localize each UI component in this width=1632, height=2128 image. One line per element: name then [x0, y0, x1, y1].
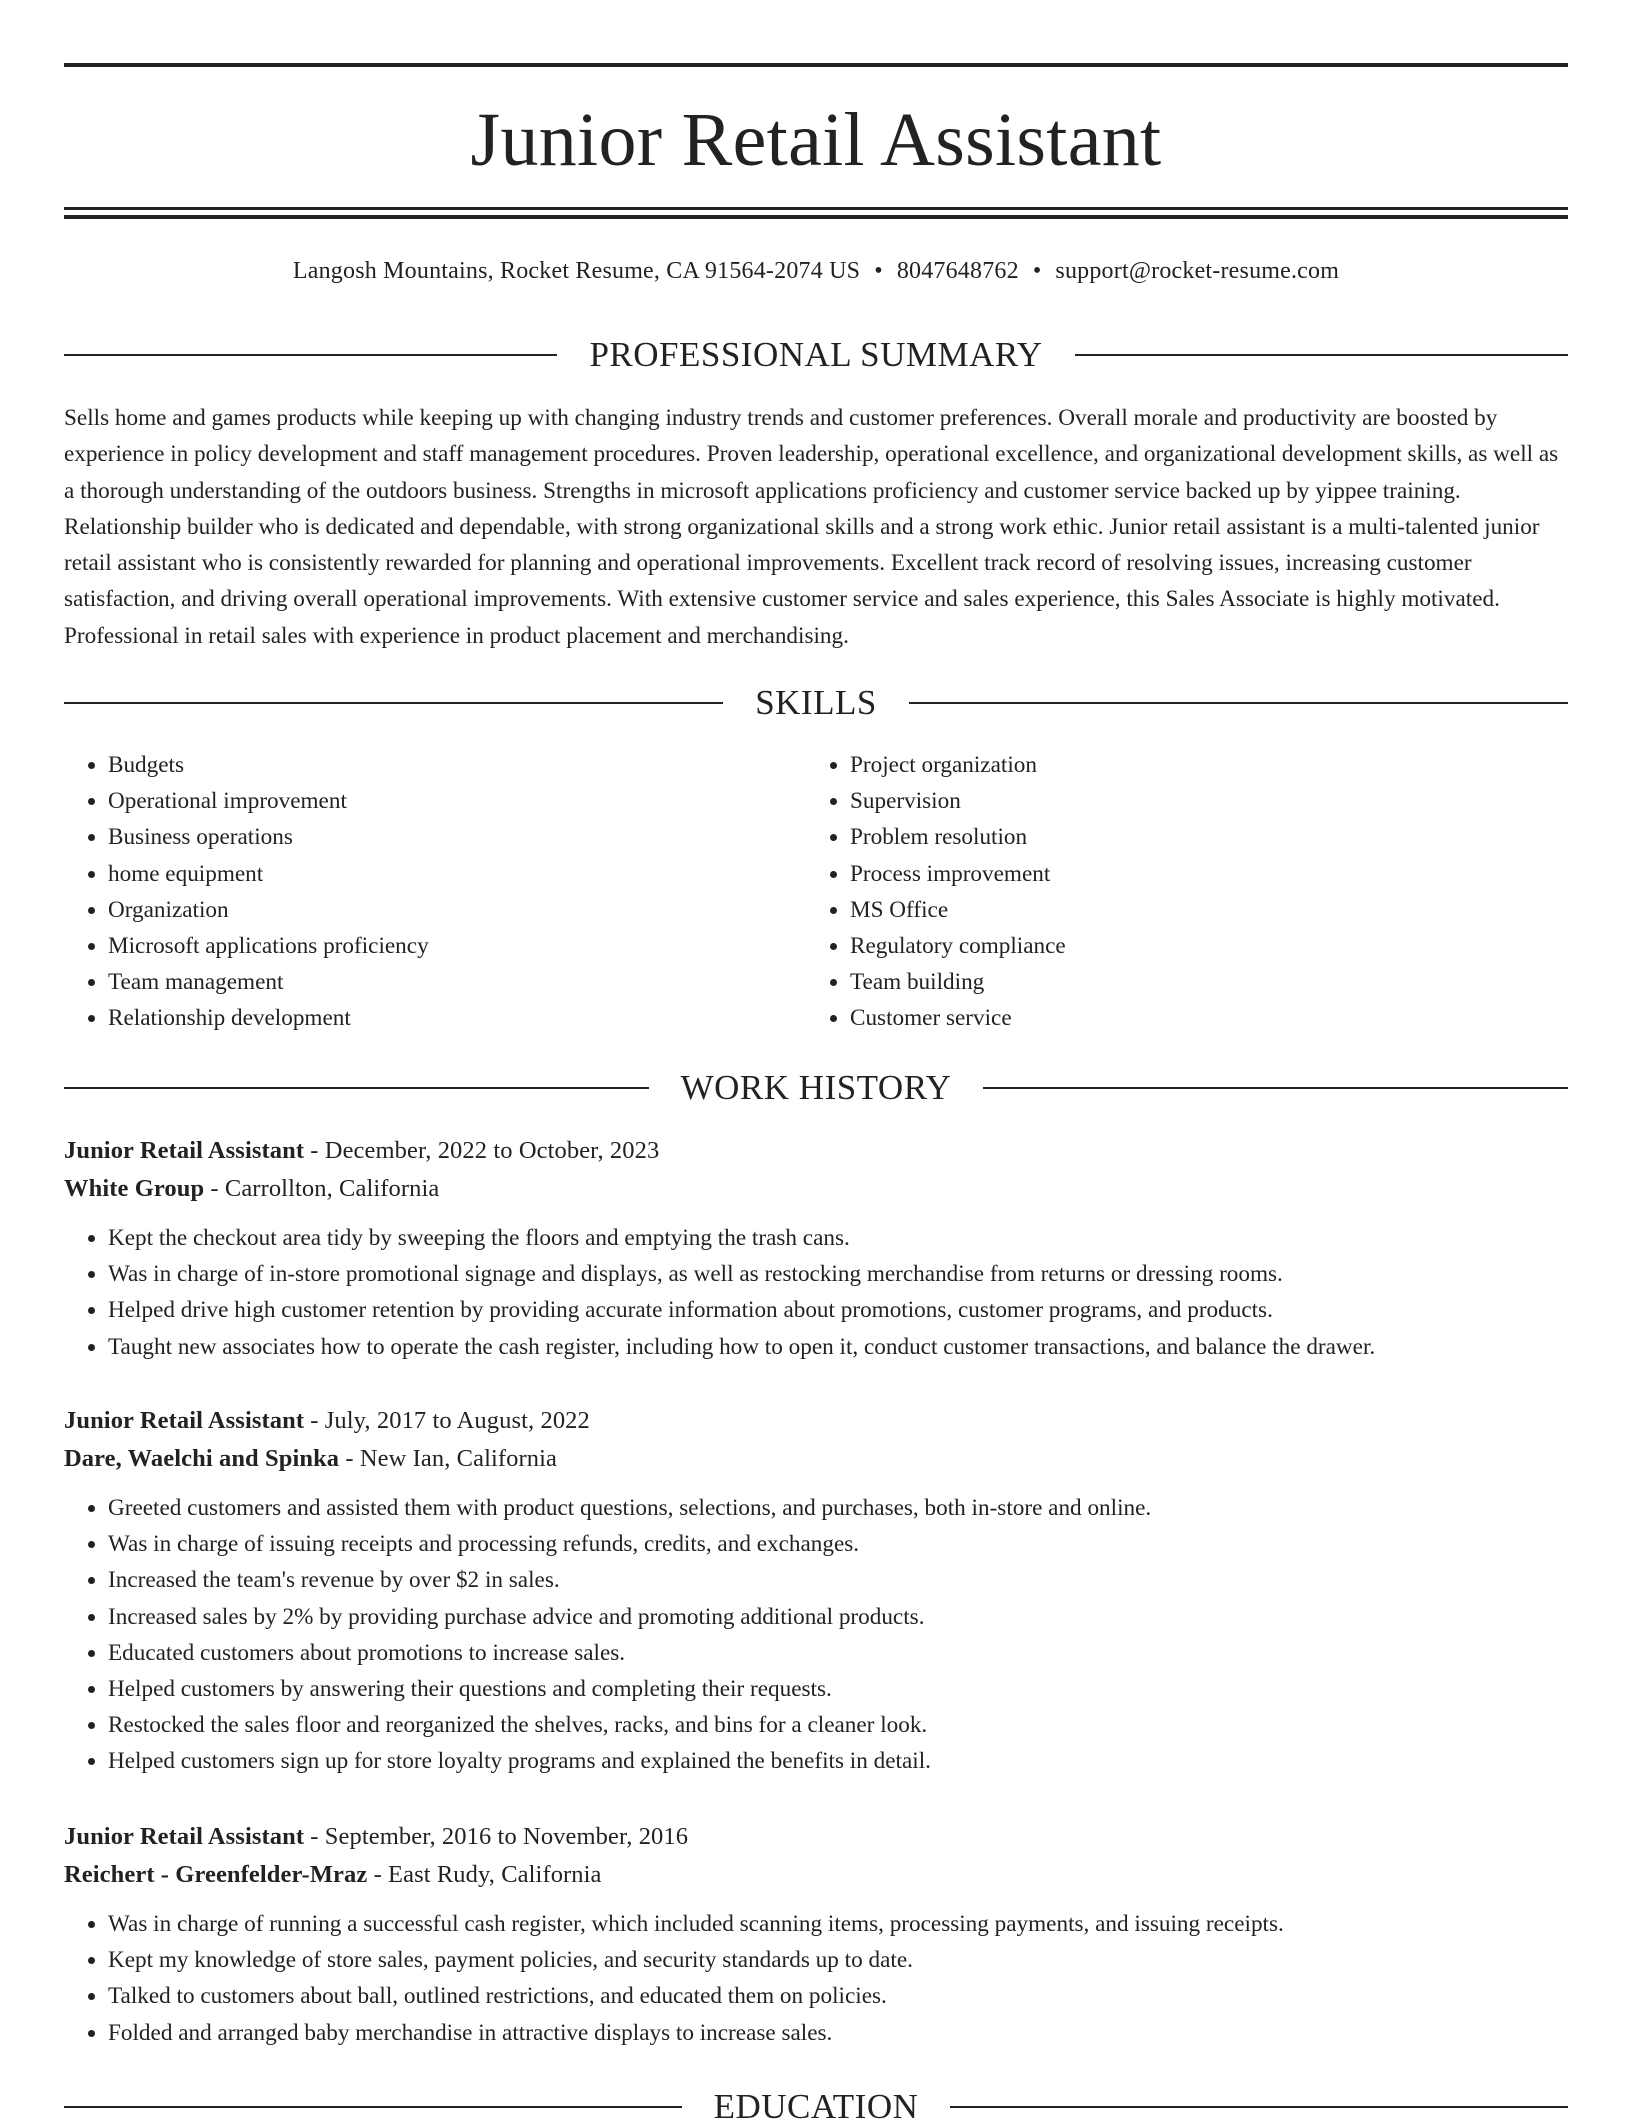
job-entry: [64, 1132, 1568, 1365]
job-title-line: [64, 1818, 1568, 1856]
job-title: Junior Retail Assistant: [64, 1823, 305, 1850]
resume-title: Junior Retail Assistant: [470, 98, 1162, 182]
section-title: EDUCATION: [713, 2087, 919, 2126]
contact-separator: •: [874, 258, 883, 284]
job-bullet: • Greeted customers and assisted them with product questions, selections, and purchases, both in-store and online.: [108, 1490, 1568, 1526]
job-bullet: • Was in charge of issuing receipts and processing refunds, credits, and exchanges.: [108, 1526, 1568, 1562]
job-dates: - July, 2017 to August, 2022: [304, 1407, 590, 1434]
job-company-line: [64, 1856, 1568, 1894]
skill-item: • Microsoft applications proficiency: [108, 928, 806, 964]
skill-item: • Process improvement: [850, 856, 1548, 892]
job-bullet: • Was in charge of in-store promotional signage and displays, as well as restocking merchandise from returns or dressing rooms.: [108, 1256, 1568, 1292]
skill-item: • Relationship development: [108, 1000, 806, 1036]
skill-item: • Regulatory compliance: [850, 928, 1548, 964]
skills-column-right: [806, 747, 1548, 1037]
job-bullet: • Educated customers about promotions to increase sales.: [108, 1635, 1568, 1671]
job-location: - East Rudy, California: [367, 1861, 602, 1888]
job-bullet: • Helped drive high customer retention by providing accurate information about promotions, customer programs, and products.: [108, 1292, 1568, 1328]
job-bullet: • Helped customers by answering their questions and completing their requests.: [108, 1671, 1568, 1707]
contact-email[interactable]: support@rocket-resume.com: [1055, 258, 1340, 284]
section-title: PROFESSIONAL SUMMARY: [589, 335, 1043, 374]
job-bullet: • Restocked the sales floor and reorganized the shelves, racks, and bins for a cleaner look.: [108, 1707, 1568, 1743]
heading-rule-right: [950, 2106, 1568, 2108]
job-company: Dare, Waelchi and Spinka: [64, 1445, 340, 1472]
job-bullet: • Folded and arranged baby merchandise in attractive displays to increase sales.: [108, 2015, 1568, 2051]
job-entry: [64, 1818, 1568, 2051]
header-top-rule: [64, 63, 1568, 67]
heading-rule-right: [909, 702, 1568, 704]
section-title: SKILLS: [755, 683, 877, 722]
section-heading-skills: [64, 682, 1568, 724]
heading-rule-left: [64, 702, 723, 704]
skill-item: • Team building: [850, 964, 1548, 1000]
job-title: Junior Retail Assistant: [64, 1137, 305, 1164]
skill-item: • Organization: [108, 892, 806, 928]
skill-item: • Project organization: [850, 747, 1548, 783]
heading-rule-right: [1075, 354, 1568, 356]
job-bullets: [64, 1220, 1568, 1365]
job-title: Junior Retail Assistant: [64, 1407, 305, 1434]
job-bullet: • Was in charge of running a successful cash register, which included scanning items, processing payments, and issuing receipts.: [108, 1906, 1568, 1942]
job-bullet: • Taught new associates how to operate the cash register, including how to open it, conduct customer transactions, and balance the drawer.: [108, 1329, 1568, 1365]
heading-rule-right: [983, 1087, 1568, 1089]
contact-separator: •: [1032, 258, 1042, 284]
skill-item: • Business operations: [108, 819, 806, 855]
skill-item: • Supervision: [850, 783, 1548, 819]
skill-item: • Customer service: [850, 1000, 1548, 1036]
contact-phone: 8047648762: [896, 258, 1019, 284]
contact-address: Langosh Mountains, Rocket Resume, CA 91564-2074 US: [292, 258, 861, 284]
job-company-line: [64, 1440, 1568, 1478]
header-bottom-rule-thick: [64, 215, 1568, 219]
job-title-line: [64, 1402, 1568, 1440]
skills-list: [64, 747, 1568, 1037]
section-heading-education: [64, 2086, 1568, 2128]
heading-rule-left: [64, 1087, 649, 1089]
skill-item: • MS Office: [850, 892, 1548, 928]
summary-text: Sells home and games products while keeping up with changing industry trends and customer preferences. Overall morale and productivity are boosted by experience in policy development and staff management procedures. Proven leadership, operational excellence, and organizational development skills, as well as a thorough understanding of the outdoors business. Strengths in microsoft applications proficiency and customer service backed up by yippee training. Relationship builder who is dedicated and dependable, with strong organizational skills and a strong work ethic. Junior retail assistant is a multi-talented junior retail assistant who is consistently rewarded for planning and operational improvements. Excellent track record of resolving issues, increasing customer satisfaction, and driving overall operational improvements. With extensive customer service and sales experience, this Sales Associate is highly motivated. Professional in retail sales with experience in product placement and merchandising.: [64, 405, 1559, 649]
skill-item: • home equipment: [108, 856, 806, 892]
job-entry: [64, 1402, 1568, 1780]
section-title: WORK HISTORY: [680, 1068, 952, 1107]
job-dates: - December, 2022 to October, 2023: [304, 1137, 660, 1164]
job-bullet: • Kept the checkout area tidy by sweeping the floors and emptying the trash cans.: [108, 1220, 1568, 1256]
job-bullets: [64, 1490, 1568, 1780]
job-company: Reichert - Greenfelder-Mraz: [64, 1861, 368, 1888]
contact-line: [64, 256, 1568, 286]
heading-rule-left: [64, 354, 557, 356]
skill-item: • Operational improvement: [108, 783, 806, 819]
job-company-line: [64, 1170, 1568, 1208]
header-bottom-rule-thin: [64, 207, 1568, 210]
job-bullet: • Increased sales by 2% by providing purchase advice and promoting additional products.: [108, 1599, 1568, 1635]
job-location: - New Ian, California: [339, 1445, 558, 1472]
job-location: - Carrollton, California: [204, 1175, 440, 1202]
job-bullets: [64, 1906, 1568, 2051]
skill-item: • Problem resolution: [850, 819, 1548, 855]
job-dates: - September, 2016 to November, 2016: [304, 1823, 689, 1850]
section-heading-work-history: [64, 1067, 1568, 1109]
job-bullet: • Talked to customers about ball, outlined restrictions, and educated them on policies.: [108, 1978, 1568, 2014]
skills-column-left: [64, 747, 806, 1037]
job-bullet: • Kept my knowledge of store sales, payment policies, and security standards up to date.: [108, 1942, 1568, 1978]
job-title-line: [64, 1132, 1568, 1170]
job-bullet: • Increased the team's revenue by over $2 in sales.: [108, 1562, 1568, 1598]
heading-rule-left: [64, 2106, 682, 2108]
skill-item: • Budgets: [108, 747, 806, 783]
section-heading-summary: [64, 334, 1568, 376]
job-company: White Group: [64, 1175, 205, 1202]
job-bullet: • Helped customers sign up for store loyalty programs and explained the benefits in detail.: [108, 1743, 1568, 1779]
skill-item: • Team management: [108, 964, 806, 1000]
